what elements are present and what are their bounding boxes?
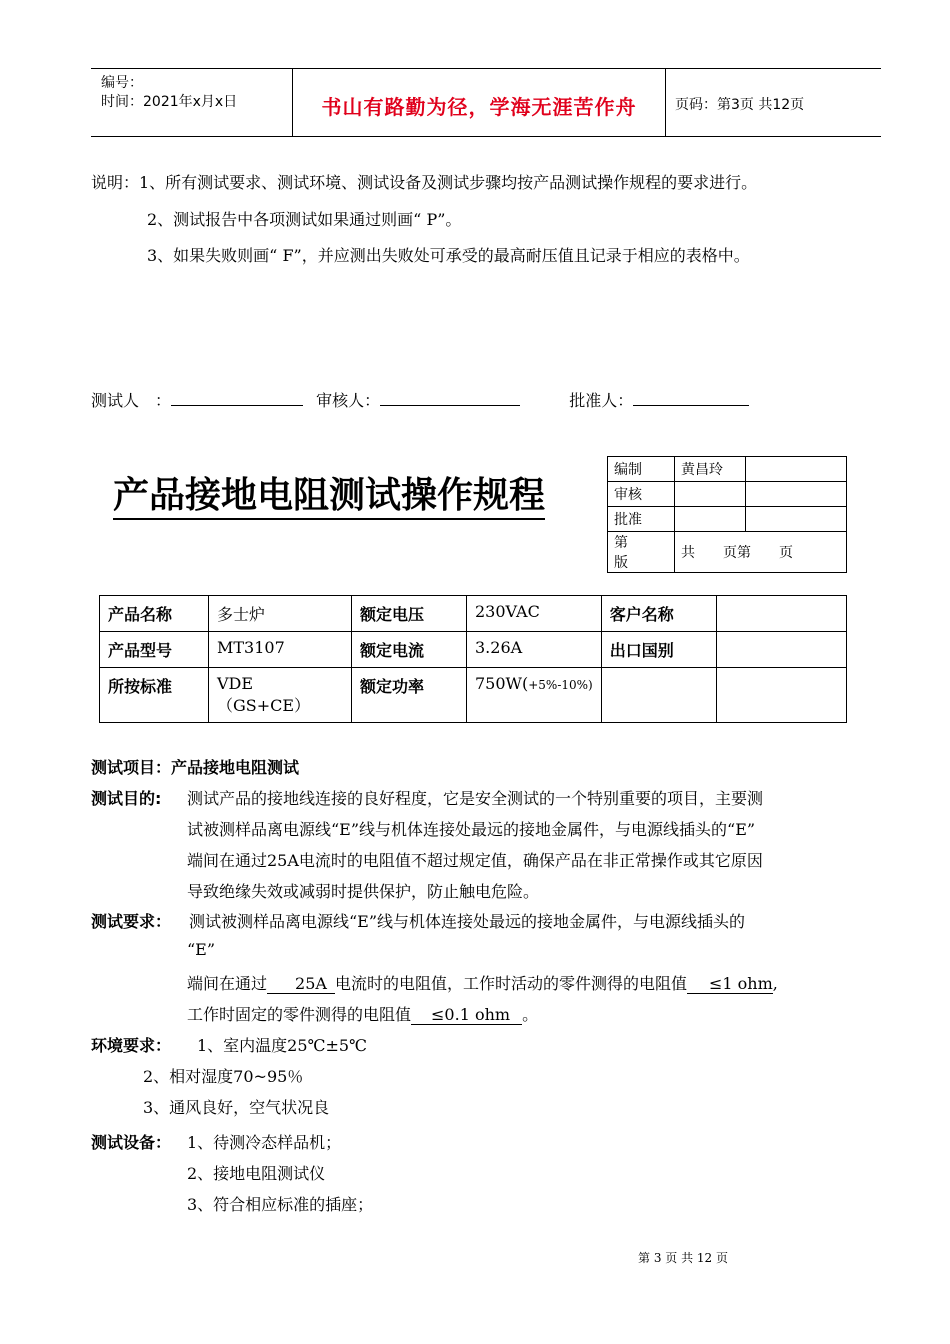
table-row (100, 668, 847, 723)
header-page-label: 页码：第3页 共12页 (675, 97, 805, 113)
header-motto-cell (292, 69, 666, 136)
environment-item-3: 3、通风良好，空气状况良 (143, 1098, 330, 1117)
purpose-line-2: 试被测样品离电源线“E”线与机体连接处最远的接地金属件，与电源线插头的“E” (187, 820, 756, 839)
review-name (675, 482, 746, 507)
pages-cell: 共 页第 页 (675, 532, 847, 573)
tester-label: 测试人 ： (91, 391, 172, 410)
review-sign (746, 482, 847, 507)
requirement-text: 端间在通过 (187, 974, 268, 993)
signature-line (91, 388, 749, 411)
product-model-value: MT3107 (209, 632, 352, 668)
rated-power-label: 额定功率 (352, 668, 467, 723)
edition-cell: 第 版 (608, 532, 675, 573)
test-item-value: 产品接地电阻测试 (171, 758, 300, 777)
purpose-line-3: 端间在通过25A电流时的电阻值不超过规定值，确保产品在非正常操作或其它原因 (187, 851, 763, 870)
page-footer: 第 3 页 共 12 页 (638, 1251, 728, 1265)
compile-sign (746, 457, 847, 482)
approver-label: 批准人： (569, 391, 634, 410)
compile-name: 黄昌玲 (675, 457, 746, 482)
customer-name-value (716, 596, 846, 632)
product-name-value: 多士炉 (209, 596, 352, 632)
table-row (100, 596, 847, 632)
approval-table (607, 456, 847, 573)
standard-value: VDE （GS+CE） (209, 668, 352, 723)
requirement-line-2: “E” (187, 940, 216, 959)
rated-current-value: 3.26A (467, 632, 602, 668)
product-info-table (99, 595, 847, 723)
reviewer-label: 审核人： (316, 391, 381, 410)
page-header (91, 68, 881, 137)
fixed-part-limit: ≤0.1 ohm (411, 1005, 522, 1025)
reviewer-blank[interactable] (380, 391, 520, 406)
table-row (100, 632, 847, 668)
test-item (91, 755, 299, 778)
equipment-item-2: 2、接地电阻测试仪 (187, 1164, 326, 1183)
environment-item-1: 1、室内温度25℃±5℃ (197, 1036, 367, 1055)
header-meta (91, 69, 292, 136)
requirement-label: 测试要求： (91, 912, 172, 931)
compile-label: 编制 (608, 457, 675, 482)
rated-voltage-label: 额定电压 (352, 596, 467, 632)
requirement-line-4 (187, 1002, 538, 1025)
rated-power-value (467, 668, 602, 723)
header-motto: 书山有路勤为径，学海无涯苦作舟 (321, 95, 637, 119)
product-name-label: 产品名称 (100, 596, 209, 632)
note-2: 2、测试报告中各项测试如果通过则画“ P”。 (147, 210, 462, 229)
rated-power-tolerance: +5%-10%) (528, 678, 593, 692)
requirement-text: , (772, 974, 778, 993)
requirement-line-3 (187, 971, 778, 994)
requirement-line-1: 测试被测样品离电源线“E”线与机体连接处最远的接地金属件，与电源线插头的 (189, 912, 746, 931)
product-model-label: 产品型号 (100, 632, 209, 668)
header-page-cell (665, 69, 881, 136)
moving-part-limit: ≤1 ohm (687, 974, 773, 994)
standard-label: 所按标准 (100, 668, 209, 723)
note-1: 说明：1、所有测试要求、测试环境、测试设备及测试步骤均按产品测试操作规程的要求进行。 (91, 173, 758, 192)
document-title: 产品接地电阻测试操作规程 (113, 474, 545, 520)
rated-voltage-value: 230VAC (467, 596, 602, 632)
test-current-value: 25A (267, 974, 335, 994)
approver-blank[interactable] (633, 391, 749, 406)
export-country-value (716, 632, 846, 668)
environment-item-2: 2、相对湿度70~95％ (143, 1067, 304, 1086)
approve-name (675, 507, 746, 532)
purpose-line-1: 测试产品的接地线连接的良好程度，它是安全测试的一个特别重要的项目，主要测 (187, 789, 764, 808)
approve-label: 批准 (608, 507, 675, 532)
export-country-label: 出口国别 (601, 632, 716, 668)
equipment-label: 测试设备： (91, 1133, 172, 1152)
approve-sign (746, 507, 847, 532)
requirement-text: 电流时的电阻值，工作时活动的零件测得的电阻值 (334, 974, 687, 993)
rated-current-label: 额定电流 (352, 632, 467, 668)
equipment-item-1: 1、待测冷态样品机； (187, 1133, 342, 1152)
doc-time-label: 时间：2021年x月x日 (101, 94, 238, 110)
test-item-label: 测试项目： (91, 758, 172, 777)
customer-name-label: 客户名称 (601, 596, 716, 632)
environment-label: 环境要求： (91, 1036, 172, 1055)
equipment-item-3: 3、符合相应标准的插座； (187, 1195, 374, 1214)
doc-number-label: 编号： (101, 75, 143, 91)
empty-cell (716, 668, 846, 723)
purpose-line-4: 导致绝缘失效或减弱时提供保护，防止触电危险。 (187, 882, 540, 901)
tester-blank[interactable] (171, 391, 303, 406)
rated-power-main: 750W( (475, 674, 529, 693)
purpose-label: 测试目的: (91, 789, 162, 808)
requirement-text: 。 (522, 1005, 539, 1024)
note-3: 3、如果失败则画“ F”，并应测出失败处可承受的最高耐压值且记录于相应的表格中。 (147, 246, 750, 265)
empty-cell (601, 668, 716, 723)
review-label: 审核 (608, 482, 675, 507)
requirement-text: 工作时固定的零件测得的电阻值 (187, 1005, 412, 1024)
